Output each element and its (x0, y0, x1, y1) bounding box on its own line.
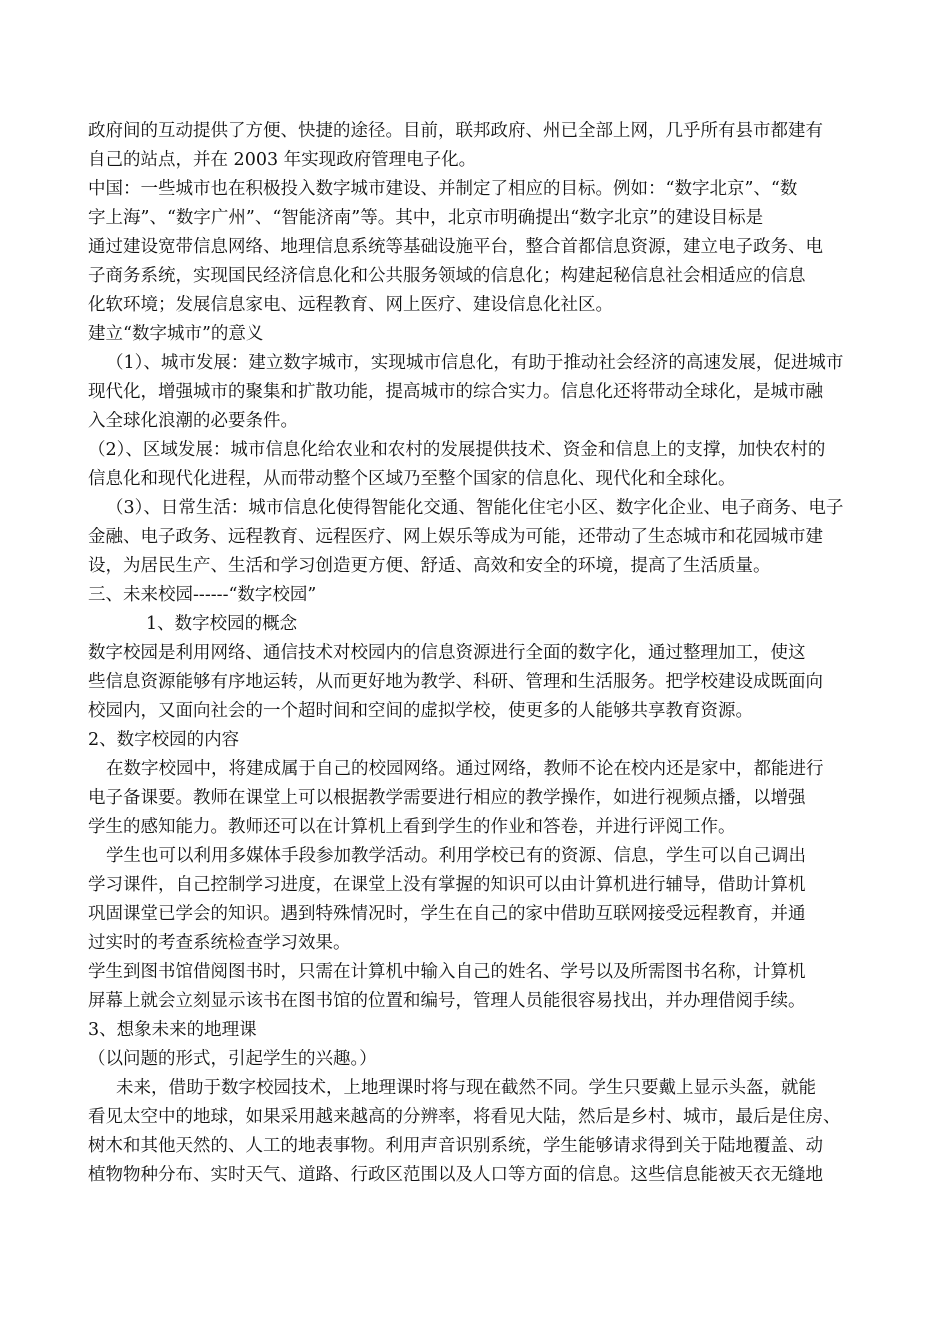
paragraph-line: 看见太空中的地球，如果采用越来越高的分辨率，将看见大陆，然后是乡村、城市，最后是住房、 (88, 1107, 841, 1127)
subsection-heading: 1、数字校园的概念 (146, 614, 298, 634)
paragraph-line: 入全球化浪潮的必要条件。 (88, 411, 298, 431)
subsection-heading: 3、想象未来的地理课 (88, 1020, 257, 1040)
paragraph-line: 中国：一些城市也在积极投入数字城市建设、并制定了相应的目标。例如：“数字北京”、“数 (88, 179, 798, 199)
paragraph-line: 学习课件，自己控制学习进度，在课堂上没有掌握的知识可以由计算机进行辅导，借助计算机 (88, 875, 806, 895)
paragraph-line: 金融、电子政务、远程教育、远程医疗、网上娱乐等成为可能，还带动了生态城市和花园城市建 (88, 527, 823, 547)
paragraph-line: 设，为居民生产、生活和学习创造更方便、舒适、高效和安全的环境，提高了生活质量。 (88, 556, 771, 576)
paragraph-line: 政府间的互动提供了方便、快捷的途径。目前，联邦政府、州已全部上网，几乎所有县市都建有 (88, 121, 823, 141)
paragraph-line: 校园内，又面向社会的一个超时间和空间的虚拟学校，使更多的人能够共享教育资源。 (88, 701, 753, 721)
paragraph-line: 字上海”、“数字广州”、“智能济南”等。其中，北京市明确提出“数字北京”的建设目标是 (88, 208, 764, 228)
paragraph-line: 些信息资源能够有序地运转，从而更好地为教学、科研、管理和生活服务。把学校建设成既面向 (88, 672, 823, 692)
paragraph-line: 学生也可以利用多媒体手段参加教学活动。利用学校已有的资源、信息，学生可以自己调出 (106, 846, 806, 866)
paragraph-line: 在数字校园中，将建成属于自己的校园网络。通过网络，教师不论在校内还是家中，都能进行 (106, 759, 824, 779)
paragraph-line: 现代化，增强城市的聚集和扩散功能，提高城市的综合实力。信息化还将带动全球化，是城市融 (88, 382, 823, 402)
paragraph-line: 电子备课要。教师在课堂上可以根据教学需要进行相应的教学操作，如进行视频点播，以增强 (88, 788, 806, 808)
paragraph-line: 数字校园是利用网络、通信技术对校园内的信息资源进行全面的数字化，通过整理加工，使这 (88, 643, 806, 663)
paragraph-line: 植物物种分布、实时天气、道路、行政区范围以及人口等方面的信息。这些信息能被天衣无缝地 (88, 1165, 823, 1185)
paragraph-line: 化软环境；发展信息家电、远程教育、网上医疗、建设信息化社区。 (88, 295, 613, 315)
paragraph-line: （2）、区域发展：城市信息化给农业和农村的发展提供技术、资金和信息上的支撑，加快农村的 (88, 440, 826, 460)
paragraph-line: 学生到图书馆借阅图书时，只需在计算机中输入自己的姓名、学号以及所需图书名称，计算机 (88, 962, 806, 982)
paragraph-line: 子商务系统，实现国民经济信息化和公共服务领域的信息化；构建起秘信息社会相适应的信息 (88, 266, 806, 286)
paragraph-line: 树木和其他天然的、人工的地表事物。利用声音识别系统，学生能够请求得到关于陆地覆盖、动 (88, 1136, 823, 1156)
paragraph-line: （3）、日常生活：城市信息化使得智能化交通、智能化住宅小区、数字化企业、电子商务、电子 (106, 498, 844, 518)
section-heading: 三、未来校园------“数字校园” (88, 585, 317, 605)
paragraph-line: 过实时的考查系统检查学习效果。 (88, 933, 351, 953)
paragraph-line: （以问题的形式，引起学生的兴趣。） (88, 1049, 377, 1069)
paragraph-line: 通过建设宽带信息网络、地理信息系统等基础设施平台，整合首都信息资源，建立电子政务、电 (88, 237, 823, 257)
paragraph-line: （1）、城市发展：建立数字城市，实现城市信息化，有助于推动社会经济的高速发展，促进城市 (106, 353, 844, 373)
paragraph-line: 屏幕上就会立刻显示该书在图书馆的位置和编号，管理人员能很容易找出，并办理借阅手续。 (88, 991, 806, 1011)
subsection-heading: 2、数字校园的内容 (88, 730, 240, 750)
document-body (88, 117, 866, 1190)
paragraph-line: 巩固课堂已学会的知识。遇到特殊情况时，学生在自己的家中借助互联网接受远程教育，并通 (88, 904, 806, 924)
section-heading: 建立“数字城市”的意义 (88, 324, 264, 344)
paragraph-line: 未来，借助于数字校园技术，上地理课时将与现在截然不同。学生只要戴上显示头盔，就能 (116, 1078, 816, 1098)
paragraph-line: 信息化和现代化进程，从而带动整个区域乃至整个国家的信息化、现代化和全球化。 (88, 469, 736, 489)
paragraph-line: 自己的站点，并在 2003 年实现政府管理电子化。 (88, 150, 477, 170)
paragraph-line: 学生的感知能力。教师还可以在计算机上看到学生的作业和答卷，并进行评阅工作。 (88, 817, 736, 837)
